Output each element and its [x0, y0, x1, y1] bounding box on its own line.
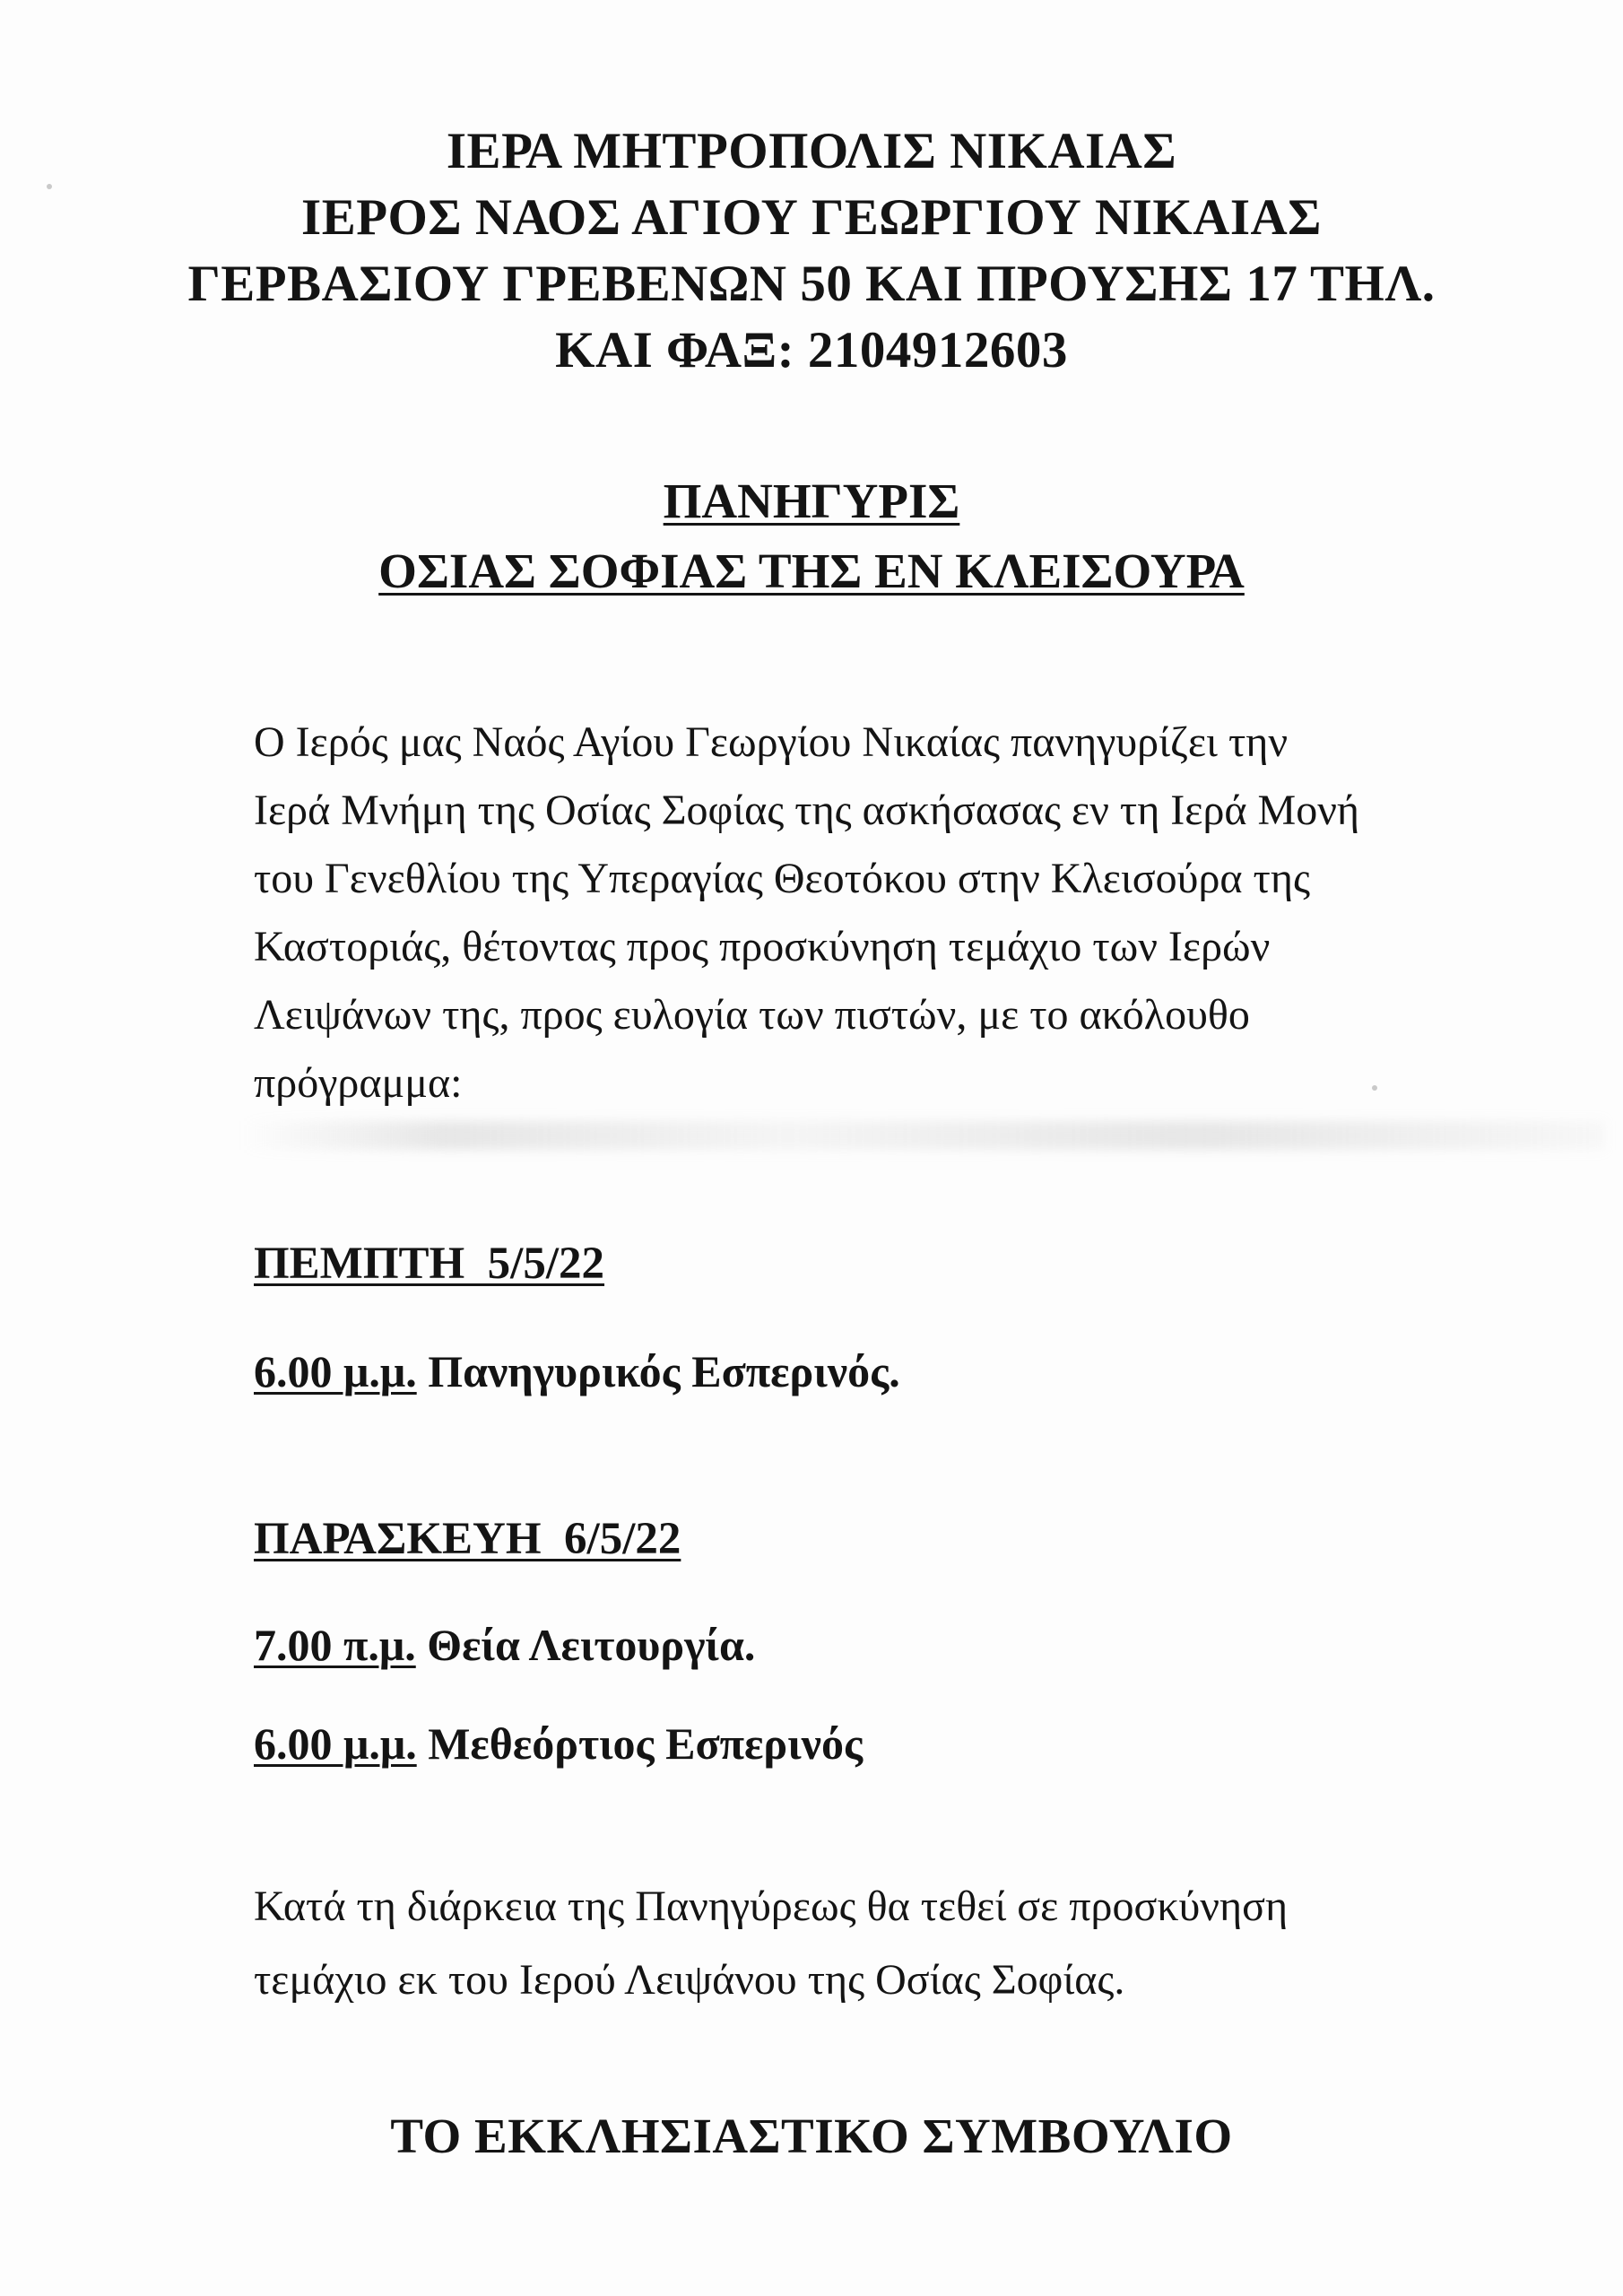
schedule-event [254, 1345, 900, 1397]
intro-line: Ιερά Μνήμη της Οσίας Σοφίας της ασκήσασας εν τη Ιερά Μονή [254, 787, 1360, 834]
event-description: Μεθεόρτιος Εσπερινός [416, 1718, 864, 1769]
scan-artifact [242, 1121, 1605, 1150]
schedule-event [254, 1718, 863, 1770]
event-time: 7.00 π.μ. [254, 1620, 416, 1670]
announcement-title [0, 466, 1623, 606]
intro-line: Λειψάνων της, προς ευλογία των πιστών, με το ακόλουθο [254, 991, 1250, 1039]
schedule-event [254, 1619, 755, 1671]
event-time: 6.00 μ.μ. [254, 1718, 417, 1769]
closing-line: τεμάχιο εκ του Ιερού Λειψάνου της Οσίας Σοφίας. [254, 1956, 1125, 2004]
church-address: ΓΕΡΒΑΣΙΟΥ ΓΡΕΒΕΝΩΝ 50 ΚΑΙ ΠΡΟΥΣΗΣ 17 ΤΗΛ. [187, 256, 1436, 312]
letterhead [0, 118, 1623, 384]
intro-line: Ο Ιερός μας Ναός Αγίου Γεωργίου Νικαίας πανηγυρίζει την [254, 718, 1289, 766]
intro-paragraph [254, 709, 1455, 1118]
event-description: Θεία Λειτουργία. [415, 1620, 756, 1670]
intro-line: πρόγραμμα: [254, 1059, 463, 1107]
signature: ΤΟ ΕΚΚΛΗΣΙΑΣΤΙΚΟ ΣΥΜΒΟΥΛΙΟ [390, 2109, 1233, 2163]
metropolis-name: ΙΕΡΑ ΜΗΤΡΟΠΟΛΙΣ ΝΙΚΑΙΑΣ [446, 123, 1177, 179]
schedule-day-friday: ΠΑΡΑΣΚΕΥΗ 6/5/22 [254, 1514, 681, 1564]
schedule-day-thursday: ΠΕΜΠΤΗ 5/5/22 [254, 1239, 605, 1289]
title-line-2: ΟΣΙΑΣ ΣΟΦΙΑΣ ΤΗΣ ΕΝ ΚΛΕΙΣΟΥΡΑ [378, 544, 1245, 598]
title-line-1: ΠΑΝΗΓΥΡΙΣ [663, 474, 960, 528]
intro-line: Καστοριάς, θέτοντας προς προσκύνηση τεμάχιο των Ιερών [254, 923, 1271, 970]
intro-line: του Γενεθλίου της Υπεραγίας Θεοτόκου στην Κλεισούρα της [254, 855, 1310, 902]
church-fax: ΚΑΙ ΦΑΞ: 2104912603 [555, 322, 1068, 378]
event-time: 6.00 μ.μ. [254, 1346, 417, 1396]
closing-line: Κατά τη διάρκεια της Πανηγύρεως θα τεθεί σε προσκύνηση [254, 1883, 1289, 1930]
closing-paragraph [254, 1870, 1455, 2017]
church-name: ΙΕΡΟΣ ΝΑΟΣ ΑΓΙΟΥ ΓΕΩΡΓΙΟΥ ΝΙΚΑΙΑΣ [301, 189, 1322, 246]
event-description: Πανηγυρικός Εσπερινός. [416, 1346, 900, 1396]
